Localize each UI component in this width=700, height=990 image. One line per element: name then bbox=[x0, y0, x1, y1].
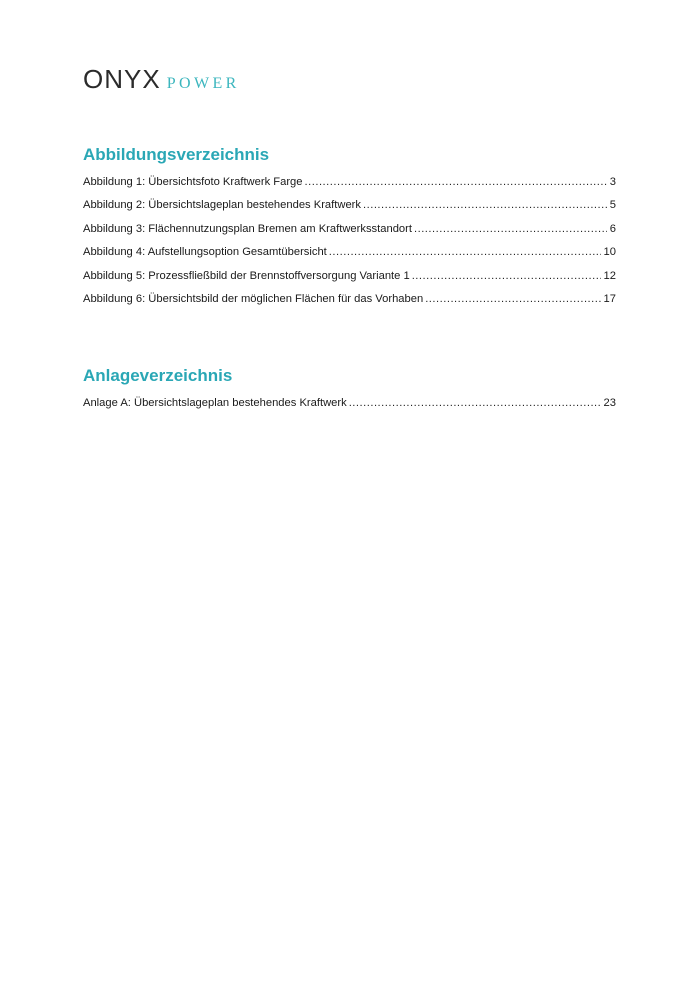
toc-entry-page: 10 bbox=[603, 246, 616, 259]
toc-entry-label: Abbildung 6: Übersichtsbild der möglichen Flächen für das Vorhaben bbox=[83, 292, 424, 305]
toc-dot-leader bbox=[412, 269, 601, 283]
toc-entry-page: 5 bbox=[609, 199, 616, 212]
figures-index-list bbox=[83, 175, 616, 306]
toc-dot-leader bbox=[305, 175, 607, 189]
toc-entry-label: Abbildung 3: Flächennutzungsplan Bremen am Kraftwerksstandort bbox=[83, 222, 412, 235]
appendix-index-list bbox=[83, 396, 616, 410]
toc-dot-leader bbox=[425, 292, 600, 306]
toc-entry-page: 17 bbox=[603, 292, 616, 305]
figures-index-section bbox=[83, 145, 616, 315]
toc-entry-page: 12 bbox=[603, 269, 616, 282]
toc-entry-label: Anlage A: Übersichtslageplan bestehendes Kraftwerk bbox=[83, 397, 347, 409]
toc-entry-figure-1[interactable] bbox=[83, 175, 616, 189]
toc-entry-page: 6 bbox=[609, 222, 616, 235]
toc-entry-label: Abbildung 1: Übersichtsfoto Kraftwerk Farge bbox=[83, 176, 303, 188]
logo-wordmark-power: POWER bbox=[166, 75, 240, 92]
toc-entry-figure-2[interactable] bbox=[83, 198, 616, 212]
toc-dot-leader bbox=[329, 245, 601, 259]
toc-entry-figure-5[interactable] bbox=[83, 269, 616, 283]
appendix-index-section bbox=[83, 366, 616, 419]
logo-wordmark-onyx: ONYX bbox=[83, 64, 161, 94]
toc-entry-figure-3[interactable] bbox=[83, 222, 616, 236]
toc-entry-appendix-a[interactable] bbox=[83, 396, 616, 410]
toc-entry-page: 3 bbox=[609, 176, 616, 188]
toc-entry-label: Abbildung 4: Aufstellungsoption Gesamtübersicht bbox=[83, 246, 327, 259]
toc-entry-label: Abbildung 2: Übersichtslageplan bestehendes Kraftwerk bbox=[83, 199, 361, 212]
toc-entry-figure-6[interactable] bbox=[83, 292, 616, 306]
appendix-index-heading: Anlageverzeichnis bbox=[83, 366, 233, 385]
toc-dot-leader bbox=[363, 198, 607, 212]
figures-index-heading: Abbildungsverzeichnis bbox=[83, 145, 270, 164]
toc-entry-figure-4[interactable] bbox=[83, 245, 616, 259]
toc-dot-leader bbox=[349, 396, 601, 410]
toc-entry-label: Abbildung 5: Prozessfließbild der Brennstoffversorgung Variante 1 bbox=[83, 269, 410, 282]
toc-entry-page: 23 bbox=[603, 397, 616, 409]
onyx-power-logo bbox=[83, 66, 240, 92]
toc-dot-leader bbox=[414, 222, 607, 236]
